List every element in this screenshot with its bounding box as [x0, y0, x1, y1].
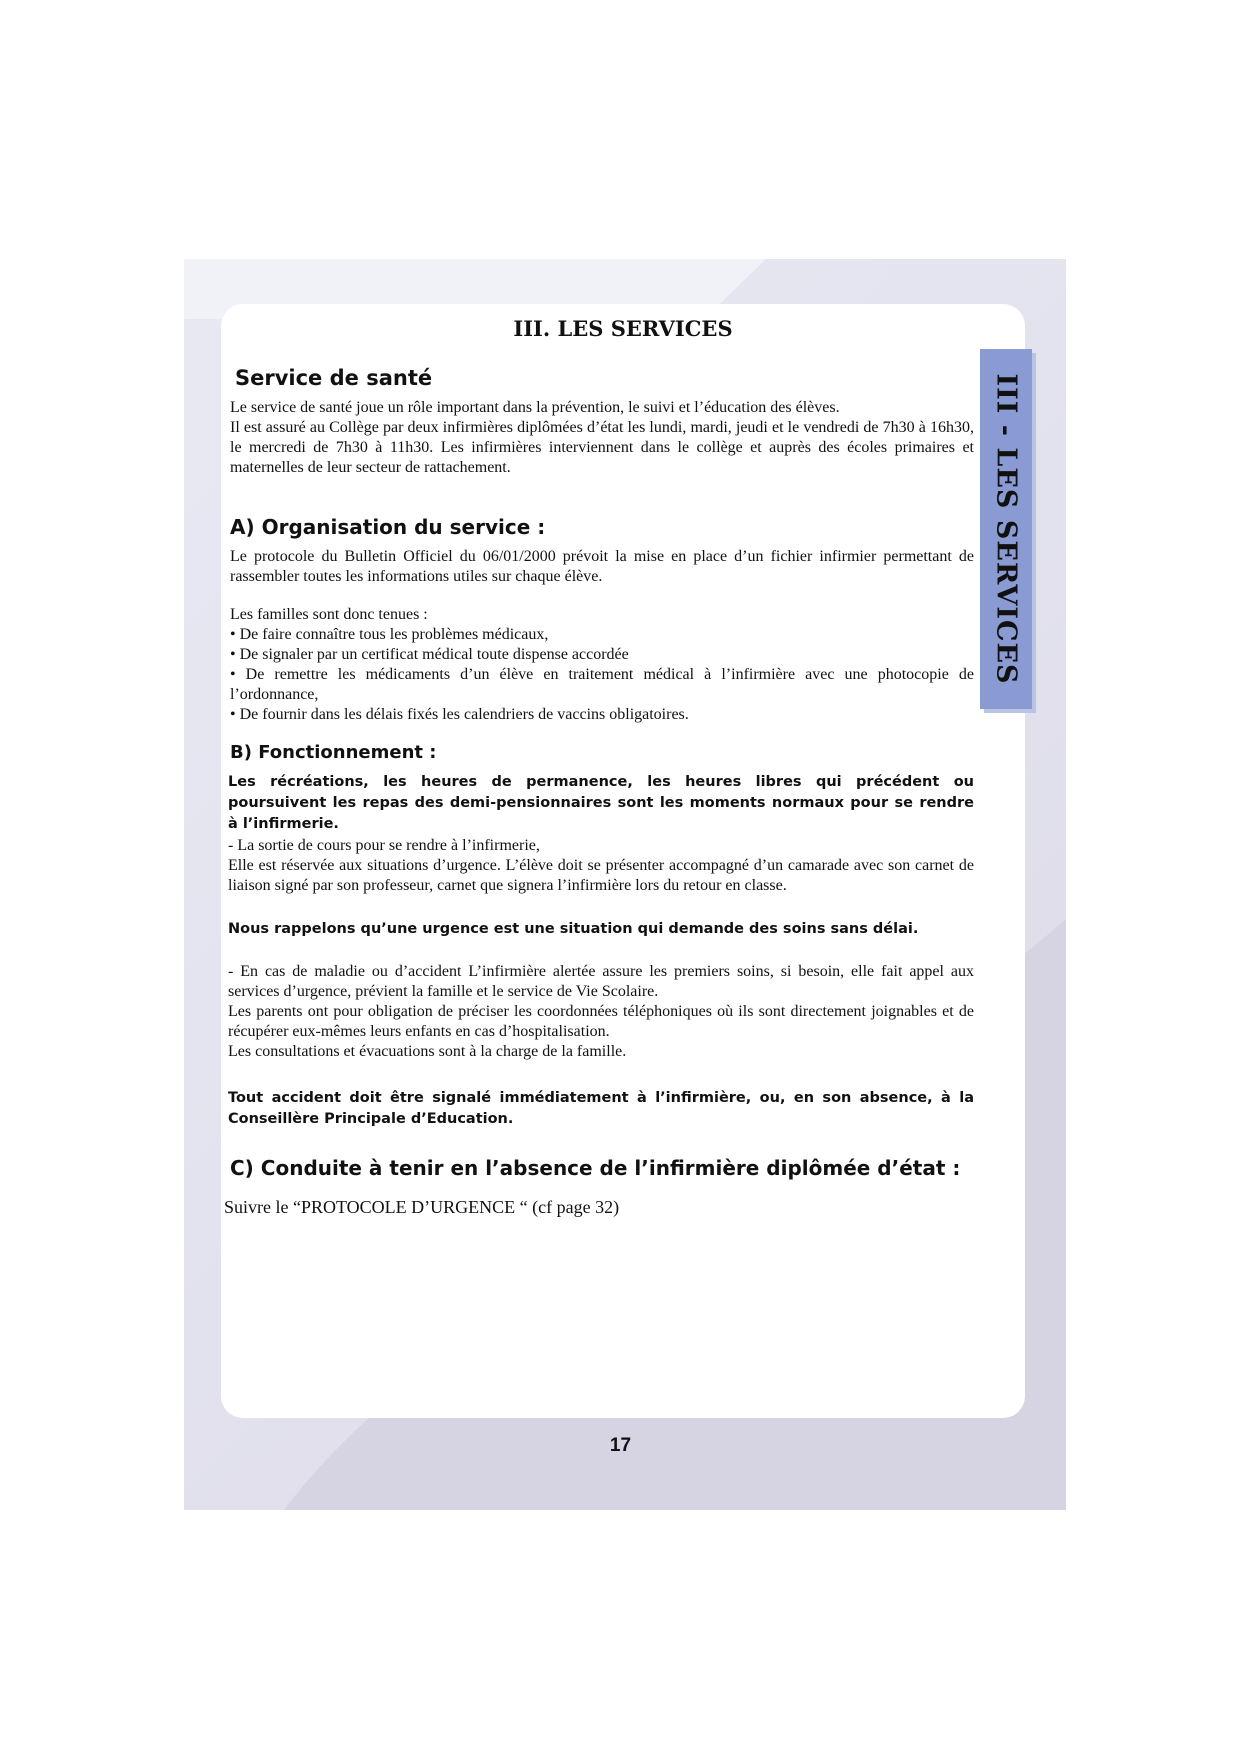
heading-service-sante: Service de santé [235, 366, 433, 390]
list-item: • De faire connaître tous les problèmes médicaux, [230, 626, 549, 643]
page-title: III. LES SERVICES [513, 316, 733, 341]
list-item: • De fournir dans les délais fixés les calendriers de vaccins obligatoires. [230, 706, 689, 723]
maladie-line-1: - En cas de maladie ou d’accident L’infirmière alertée assure les premiers soins, si besoin, elle fait appel aux services d’urgence, prévient la famille et le service de Vie Scolaire. [228, 963, 974, 1000]
side-tab-label: III - LES SERVICES [990, 373, 1022, 685]
sante-paragraph [230, 398, 974, 478]
fonctionnement-bold-1: Les récréations, les heures de permanence, les heures libres qui précédent ou poursuivent les repas des demi-pensionnaires sont les moments normaux pour se rendre à l’infirmerie. [228, 774, 974, 832]
fonctionnement-bold-2: Nous rappelons qu’une urgence est une situation qui demande des soins sans délai. [228, 921, 919, 937]
maladie-paragraph [228, 962, 974, 1062]
sante-line-2: Il est assuré au Collège par deux infirmières diplômées d’état les lundi, mardi, jeudi et le vendredi de 7h30 à 16h30, le mercredi de 7h30 à 11h30. Les infirmières interviennent dans le collège et auprès des écoles primaires et maternelles de leur secteur de rattachement. [230, 419, 974, 476]
list-intro: Les familles sont donc tenues : [230, 606, 428, 623]
list-item: • De remettre les médicaments d’un élève en traitement médical à l’infirmière avec une photocopie de l’ordonnance, [230, 666, 974, 703]
list-item: • De signaler par un certificat médical toute dispense accordée [230, 646, 629, 663]
sortie-line-2: Elle est réservée aux situations d’urgence. L’élève doit se présenter accompagné d’un camarade avec son carnet de liaison signé par son professeur, carnet que signera l’infirmière lors du retour en classe. [228, 857, 974, 894]
fonctionnement-bold-3: Tout accident doit être signalé immédiatement à l’infirmière, ou, en son absence, à la Conseillère Principale d’Education. [228, 1090, 974, 1127]
heading-organisation: A) Organisation du service : [230, 515, 546, 539]
section-side-tab [980, 349, 1032, 709]
organisation-paragraph: Le protocole du Bulletin Officiel du 06/01/2000 prévoit la mise en place d’un fichier infirmier permettant de rassembler toutes les informations utiles sur chaque élève. [230, 548, 974, 585]
organisation-list [230, 605, 974, 725]
heading-conduite: C) Conduite à tenir en l’absence de l’infirmière diplômée d’état : [230, 1156, 961, 1180]
sortie-line-1: - La sortie de cours pour se rendre à l’infirmerie, [228, 837, 540, 854]
sante-line-1: Le service de santé joue un rôle important dans la prévention, le suivi et l’éducation des élèves. [230, 399, 840, 416]
protocole-reference: Suivre le “PROTOCOLE D’URGENCE “ (cf page 32) [224, 1197, 620, 1217]
heading-fonctionnement: B) Fonctionnement : [230, 742, 437, 763]
maladie-line-3: Les consultations et évacuations sont à la charge de la famille. [228, 1043, 627, 1060]
maladie-line-2: Les parents ont pour obligation de préciser les coordonnées téléphoniques où ils sont directement joignables et de récupérer eux-mêmes leurs enfants en cas d’hospitalisation. [228, 1003, 974, 1040]
page-number: 17 [609, 1435, 632, 1456]
sortie-paragraph [228, 836, 974, 896]
